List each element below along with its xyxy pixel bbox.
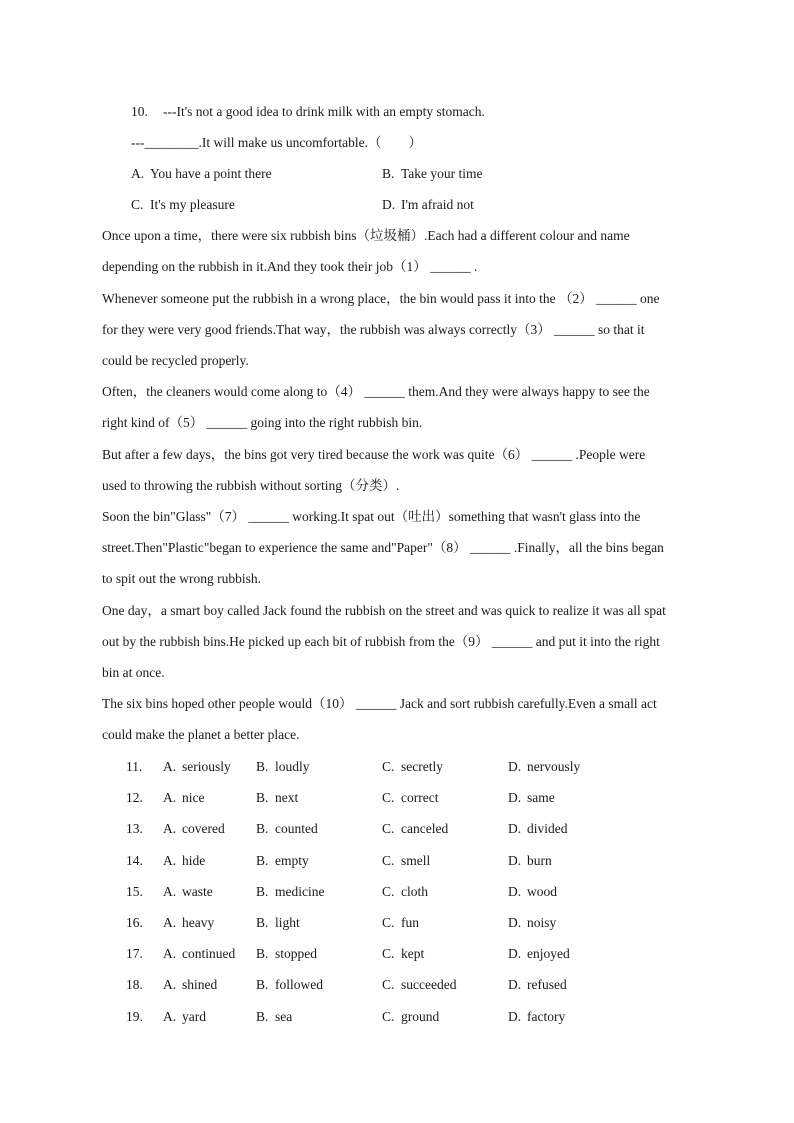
option-c[interactable]: C. correct <box>382 790 439 806</box>
passage-line: out by the rubbish bins.He picked up each bit of rubbish from the（9） ______ and put it into the right <box>102 634 660 650</box>
question-number: 18. <box>126 977 143 993</box>
option-b[interactable]: B. light <box>256 914 300 930</box>
option-b[interactable]: B. counted <box>256 821 318 837</box>
question-number: 17. <box>126 946 143 962</box>
option-text: Take your time <box>401 166 483 181</box>
passage-paragraph-5 <box>102 507 702 601</box>
passage-line: Whenever someone put the rubbish in a wrong place，the bin would pass it into the （2） ______ one <box>102 291 660 306</box>
option-text: I'm afraid not <box>401 197 474 212</box>
option-a[interactable]: A. covered <box>163 821 225 837</box>
option-b[interactable] <box>382 164 483 184</box>
question-number: 11. <box>126 759 143 774</box>
option-text: It's my pleasure <box>150 197 235 212</box>
option-c[interactable]: C. ground <box>382 1008 440 1024</box>
option-letter: B. <box>382 166 395 181</box>
option-a[interactable]: A. shined <box>163 977 218 993</box>
passage-paragraph-6 <box>102 601 702 695</box>
option-b[interactable]: B. loudly <box>256 759 310 774</box>
option-letter: C. <box>131 197 144 212</box>
passage-paragraph-2 <box>102 289 702 383</box>
question-stem-text: ---It's not a good idea to drink milk with an empty stomach. <box>163 104 485 119</box>
question-number: 10. <box>131 104 148 119</box>
option-b[interactable]: B. medicine <box>256 883 325 899</box>
option-a[interactable]: A. nice <box>163 790 205 806</box>
option-d[interactable]: D. wood <box>508 883 557 899</box>
passage-paragraph-7 <box>102 694 702 756</box>
option-d[interactable]: D. noisy <box>508 914 557 930</box>
passage-line: Often，the cleaners would come along to（4） ______ them.And they were always happy to see the <box>102 384 650 399</box>
option-a[interactable]: A. continued <box>163 946 236 962</box>
option-a[interactable]: A. hide <box>163 852 206 868</box>
option-d[interactable] <box>382 195 474 215</box>
option-c[interactable]: C. succeeded <box>382 977 457 993</box>
option-c[interactable]: C. secretly <box>382 759 443 774</box>
option-c[interactable]: C. smell <box>382 852 431 868</box>
option-c[interactable]: C. canceled <box>382 821 449 837</box>
question-number: 16. <box>126 914 143 930</box>
option-text: You have a point there <box>150 166 272 181</box>
question-number: 19. <box>126 1008 143 1024</box>
option-a[interactable]: A. yard <box>163 1008 206 1024</box>
option-letter: A. <box>131 166 145 181</box>
passage-line: The six bins hoped other people would（10） ______ Jack and sort rubbish carefully.Even a small act <box>102 696 657 711</box>
passage-paragraph-3 <box>102 382 702 444</box>
option-d[interactable]: D. enjoyed <box>508 946 570 962</box>
passage-line: Once upon a time，there were six rubbish bins（垃圾桶）.Each had a different colour and name <box>102 228 630 243</box>
option-letter: D. <box>382 197 396 212</box>
option-d[interactable]: D. divided <box>508 821 568 837</box>
passage-line: One day，a smart boy called Jack found the rubbish on the street and was quick to realize it was all spat <box>102 603 666 618</box>
passage-line: Soon the bin"Glass"（7） ______ working.It spat out（吐出）something that wasn't glass into the <box>102 509 641 524</box>
option-c[interactable]: C. kept <box>382 946 425 962</box>
passage-line: But after a few days，the bins got very tired because the work was quite（6） ______ .People were <box>102 447 646 462</box>
question-number: 12. <box>126 790 143 806</box>
question-number: 14. <box>126 852 143 868</box>
option-b[interactable]: B. sea <box>256 1008 293 1024</box>
option-a[interactable]: A. seriously <box>163 759 231 774</box>
passage-line: to spit out the wrong rubbish. <box>102 571 261 587</box>
passage-line: depending on the rubbish in it.And they took their job（1） ______ . <box>102 259 478 275</box>
passage-line: for they were very good friends.That way，the rubbish was always correctly（3） ______ so that it <box>102 322 645 338</box>
question-number: 13. <box>126 821 143 837</box>
question-10-response: ---________.It will make us uncomfortable.（ ） <box>131 135 422 150</box>
option-d[interactable]: D. factory <box>508 1008 566 1024</box>
option-d[interactable]: D. same <box>508 790 555 806</box>
passage-paragraph-1 <box>102 226 702 288</box>
option-d[interactable]: D. refused <box>508 977 567 993</box>
passage-line: bin at once. <box>102 665 165 681</box>
passage-line: street.Then"Plastic"began to experience the same and"Paper"（8） ______ .Finally，all the bins began <box>102 540 664 556</box>
question-number: 15. <box>126 883 143 899</box>
option-b[interactable]: B. empty <box>256 852 309 868</box>
option-a[interactable]: A. heavy <box>163 914 215 930</box>
option-d[interactable]: D. nervously <box>508 759 581 774</box>
option-a[interactable]: A. waste <box>163 883 213 899</box>
passage-line: right kind of（5） ______ going into the right rubbish bin. <box>102 415 423 431</box>
option-b[interactable]: B. followed <box>256 977 323 993</box>
option-c[interactable] <box>131 195 235 215</box>
option-b[interactable]: B. next <box>256 790 299 806</box>
option-c[interactable]: C. fun <box>382 914 419 930</box>
question-10-stem <box>131 102 485 122</box>
passage-line: could make the planet a better place. <box>102 727 300 743</box>
option-a[interactable] <box>131 164 272 184</box>
option-b[interactable]: B. stopped <box>256 946 317 962</box>
passage-line: used to throwing the rubbish without sorting（分类）. <box>102 478 400 494</box>
passage-line: could be recycled properly. <box>102 353 249 369</box>
option-d[interactable]: D. burn <box>508 852 552 868</box>
option-c[interactable]: C. cloth <box>382 883 428 899</box>
passage-paragraph-4 <box>102 445 702 507</box>
